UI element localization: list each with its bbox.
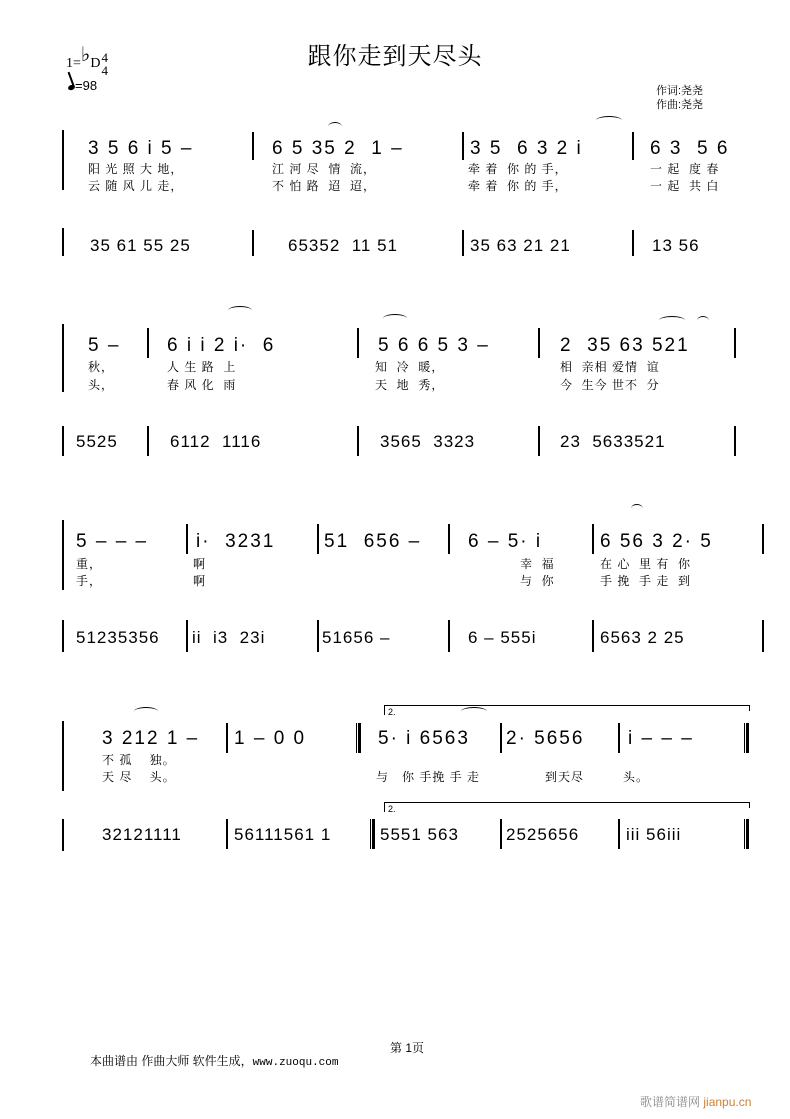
generator-text: 本曲谱由 作曲大师 软件生成，: [90, 1054, 253, 1068]
melody-measure: 6 i i 2 i· 6: [167, 335, 276, 356]
slur: [228, 306, 252, 315]
barline: [448, 620, 450, 652]
lyric-verse-2: 一 起 共 白: [650, 179, 720, 193]
melody-measure: 5· i 6563: [378, 728, 470, 749]
barline: [500, 723, 502, 753]
barline: [317, 524, 319, 554]
barline: [186, 620, 188, 652]
final-barline: [744, 723, 749, 753]
watermark-site-name: 歌谱简谱网: [640, 1095, 701, 1109]
system-bracket: [62, 130, 64, 190]
barline: [762, 620, 764, 652]
accompaniment-measure: 6112 1116: [170, 432, 262, 451]
tempo-value: =98: [75, 78, 98, 93]
system-3: [0, 500, 790, 660]
melody-measure: 3 212 1 –: [102, 728, 200, 749]
accompaniment-measure: ii i3 23i: [192, 628, 266, 647]
volta-bracket-accompaniment: 2.: [384, 802, 750, 812]
barline: [147, 426, 149, 456]
melody-measure: 51 656 –: [324, 531, 422, 552]
time-sig-bottom: 4: [101, 62, 108, 78]
melody-measure: 1 – 0 0: [234, 728, 307, 749]
volta-bracket: 2.: [384, 705, 750, 715]
lyric-verse-2: 手 挽 手 走 到: [600, 574, 692, 588]
barline: [462, 230, 464, 256]
lyric-verse-2: 春 风 化 雨: [167, 378, 237, 392]
lyric-verse-1: 知 冷 暖，: [375, 360, 445, 374]
key-note: D: [90, 56, 101, 71]
barline: [734, 328, 736, 358]
key-signature: [66, 44, 108, 78]
watermark: [640, 1093, 751, 1110]
barline: [226, 723, 228, 753]
accompaniment-measure: 51656 –: [322, 628, 391, 647]
page-number: 第 1页: [390, 1041, 425, 1055]
accompaniment-measure: 5525: [76, 432, 118, 451]
lyric-verse-2: 与 你: [520, 574, 555, 588]
slur: [328, 122, 342, 131]
system-bracket: [62, 228, 64, 256]
lyric-verse-1: 一 起 度 春: [650, 162, 720, 176]
accompaniment-measure: 65352 11 51: [288, 236, 398, 255]
composer: 作曲:尧尧: [656, 99, 704, 111]
barline: [186, 524, 188, 554]
system-2: [0, 300, 790, 460]
barline: [538, 328, 540, 358]
accompaniment-measure: 13 56: [652, 236, 700, 255]
lyric-verse-1: 江 河 尽 情 流，: [272, 162, 377, 176]
system-bracket: [62, 324, 64, 392]
lyric-verse-2: 今 生今 世不 分: [560, 378, 660, 392]
barline: [448, 524, 450, 554]
barline: [734, 426, 736, 456]
flat-icon: ♭: [80, 44, 91, 66]
accompaniment-measure: 5551 563: [380, 825, 459, 844]
credits: [656, 84, 703, 112]
barline: [618, 819, 620, 849]
lyric-verse-2: 牵 着 你 的 手，: [468, 179, 568, 193]
barline: [500, 819, 502, 849]
lyric-verse-2: 天 地 秀，: [375, 378, 445, 392]
system-bracket: [62, 819, 64, 851]
barline: [357, 426, 359, 456]
accompaniment-measure: 56111561 1: [234, 825, 332, 844]
melody-measure: 5 – – –: [76, 531, 149, 552]
accompaniment-measure: iii 56iii: [626, 825, 682, 844]
melody-measure: 6 5 35 2 1 –: [272, 138, 404, 159]
lyric-verse-2: 啊: [193, 574, 207, 588]
lyricist: 作词:尧尧: [656, 85, 704, 97]
slur: [631, 504, 643, 513]
melody-measure: 2 35 63 521: [560, 335, 690, 356]
song-title: 跟你走到天尽头: [307, 42, 483, 70]
barline: [357, 328, 359, 358]
melody-measure: 5 –: [88, 335, 121, 356]
lyric-verse-1: 秋，: [88, 360, 115, 374]
accompaniment-measure: 2525656: [506, 825, 580, 844]
system-bracket: [62, 721, 64, 791]
lyric-verse-2: 云 随 风 儿 走，: [88, 179, 184, 193]
melody-measure: 6 3 5 6: [650, 138, 730, 159]
lyric-verse-1: 啊: [193, 557, 207, 571]
barline: [226, 819, 228, 849]
volta-end: [749, 705, 750, 711]
accompaniment-measure: 3565 3323: [380, 432, 476, 451]
accompaniment-measure: 35 63 21 21: [470, 236, 571, 255]
key-label: 1=: [66, 56, 81, 71]
lyric-verse-2: 不 怕 路 迢 迢，: [272, 179, 377, 193]
barline: [592, 524, 594, 554]
barline: [592, 620, 594, 652]
system-1: [0, 110, 790, 260]
accompaniment-measure: 6 – 555i: [468, 628, 537, 647]
system-4: [0, 695, 790, 860]
accompaniment-measure: 51235356: [76, 628, 160, 647]
lyric-verse-1: 人 生 路 上: [167, 360, 237, 374]
melody-measure: 2· 5656: [506, 728, 585, 749]
accompaniment-measure: 32121111: [102, 825, 182, 844]
repeat-end-barline: [370, 819, 375, 849]
lyric-verse-2: 手，: [76, 574, 103, 588]
time-signature: [101, 51, 108, 77]
melody-measure: i· 3231: [196, 531, 276, 552]
barline: [538, 426, 540, 456]
melody-measure: 6 56 3 2· 5: [600, 531, 713, 552]
lyric-verse-2: 到天尽: [545, 770, 585, 784]
accompaniment-measure: 35 61 55 25: [90, 236, 191, 255]
lyric-verse-1: 阳 光 照 大 地，: [88, 162, 184, 176]
lyric-verse-2: 头。: [623, 770, 650, 784]
accompaniment-measure: 23 5633521: [560, 432, 666, 451]
slur: [596, 116, 622, 125]
barline: [462, 132, 464, 160]
lyric-verse-2: 头，: [88, 378, 115, 392]
slur: [697, 316, 709, 325]
barline: [147, 328, 149, 358]
barline: [618, 723, 620, 753]
generator-credit: [90, 1052, 339, 1069]
melody-measure: 3 5 6 i 5 –: [88, 138, 194, 159]
melody-measure: 6 – 5· i: [468, 531, 543, 552]
repeat-end-barline: [356, 723, 361, 753]
generator-url[interactable]: www.zuoqu.com: [252, 1057, 339, 1069]
barline: [252, 132, 254, 160]
slur: [383, 314, 407, 323]
accompaniment-measure: 6563 2 25: [600, 628, 685, 647]
lyric-verse-1: 不 孤 独。: [102, 753, 176, 767]
tempo-marking: [68, 78, 97, 93]
lyric-verse-1: 牵 着 你 的 手，: [468, 162, 568, 176]
slur: [659, 316, 685, 325]
melody-measure: i – – –: [628, 728, 694, 749]
volta-end: [749, 802, 750, 808]
barline: [632, 132, 634, 160]
melody-measure: 5 6 6 5 3 –: [378, 335, 490, 356]
slur: [134, 707, 158, 716]
barline: [762, 524, 764, 554]
time-sig-top: 4: [101, 49, 108, 65]
final-barline: [744, 819, 749, 849]
system-bracket: [62, 520, 64, 590]
melody-measure: 3 5 6 3 2 i: [470, 138, 583, 159]
lyric-verse-1: 相 亲相 爱情 谊: [560, 360, 660, 374]
lyric-verse-2: 天 尽 头。: [102, 770, 176, 784]
watermark-domain[interactable]: jianpu.cn: [703, 1095, 752, 1109]
lyric-verse-1: 幸 福: [520, 557, 555, 571]
lyric-verse-2: 与 你 手挽 手 走: [376, 770, 481, 784]
lyric-verse-1: 在 心 里 有 你: [600, 557, 692, 571]
system-bracket: [62, 620, 64, 652]
barline: [317, 620, 319, 652]
lyric-verse-1: 重，: [76, 557, 103, 571]
barline: [632, 230, 634, 256]
barline: [252, 230, 254, 256]
system-bracket: [62, 426, 64, 456]
